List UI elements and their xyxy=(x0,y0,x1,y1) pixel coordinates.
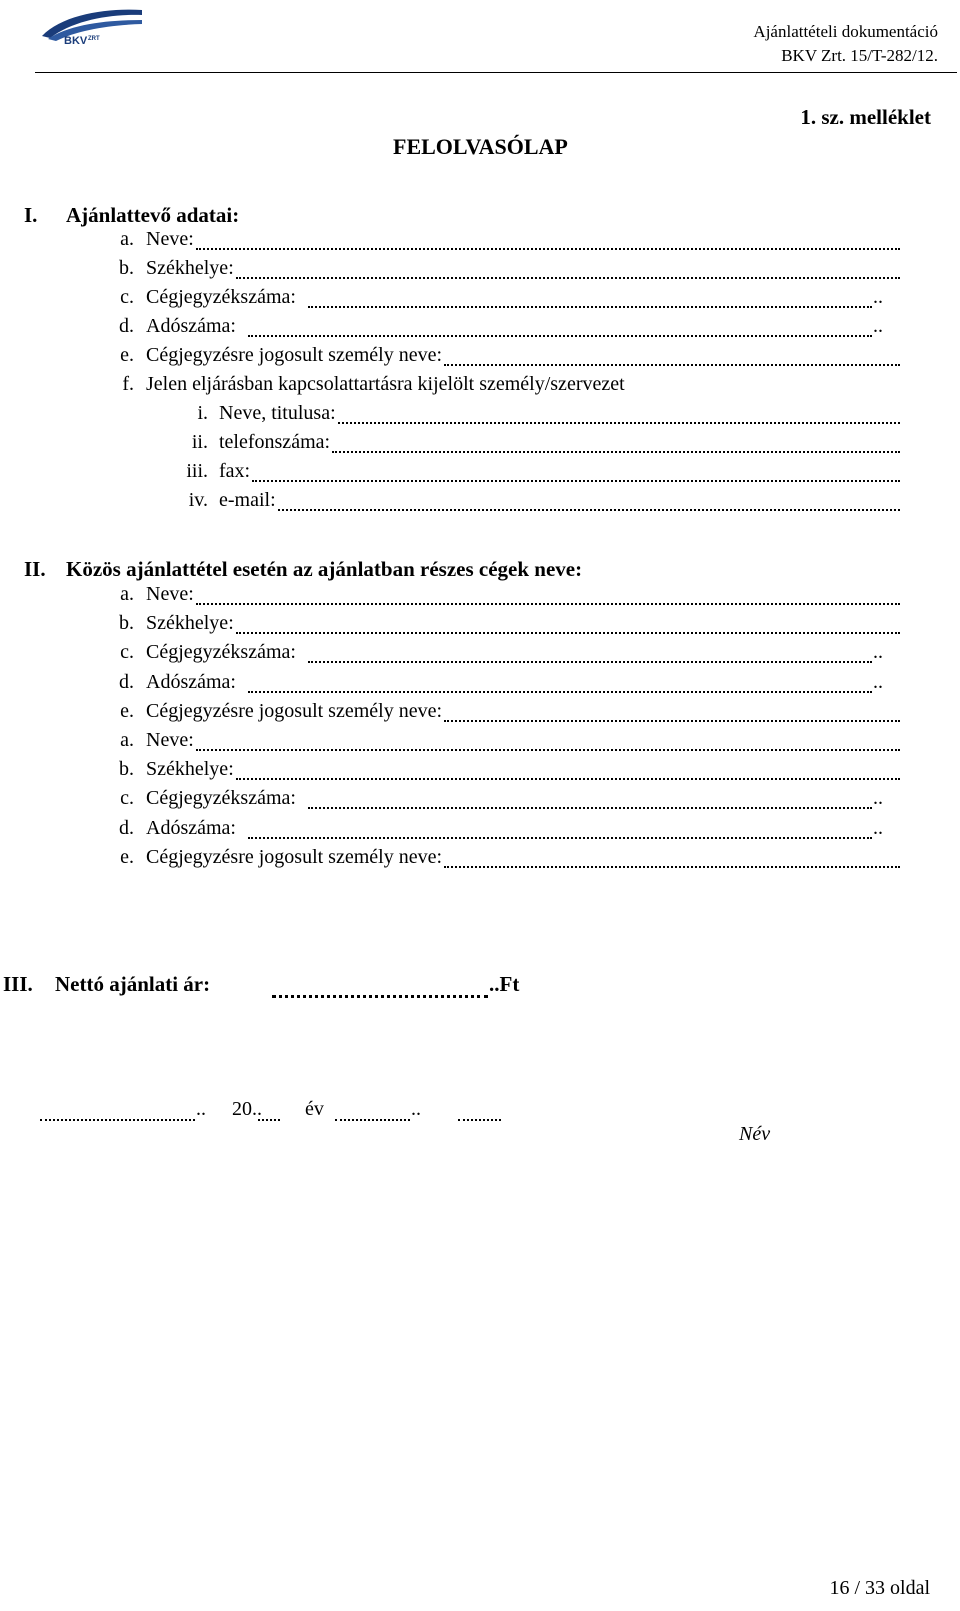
section2-item-7-label: Cégjegyzékszáma: xyxy=(146,787,296,810)
section1-item-2-label: Cégjegyzékszáma: xyxy=(146,286,296,308)
section1-subitem-3-fill-line xyxy=(278,509,900,511)
section1-item-2-fill-end: .. xyxy=(873,286,883,308)
date-month-end: .. xyxy=(411,1098,421,1120)
section1-subitem-1-fill-line xyxy=(332,451,900,453)
page-title: FELOLVASÓLAP xyxy=(393,134,568,159)
section2-item-5-marker: a. xyxy=(120,729,134,751)
signature-label: Név xyxy=(739,1123,771,1145)
section2-item-7-fill-end: .. xyxy=(873,787,883,810)
section2-item-0-fill-line xyxy=(196,603,900,605)
section1-item-1-fill-line xyxy=(236,277,900,279)
section2-item-8-marker: d. xyxy=(119,816,134,839)
section1-item-1-label: Székhelye: xyxy=(146,257,234,279)
annex-label: 1. sz. melléklet xyxy=(800,105,931,129)
section1-item-2-fill-line xyxy=(308,306,872,308)
section2-item-5-label: Neve: xyxy=(146,729,194,751)
section1-title: Ajánlattevő adatai: xyxy=(66,203,240,227)
section2-item-9-fill-line xyxy=(444,866,900,868)
doc-title: Ajánlattételi dokumentáció xyxy=(753,22,938,41)
date-year-line xyxy=(258,1119,280,1121)
section2-item-3-fill-end: .. xyxy=(873,670,883,693)
section1-number: I. xyxy=(24,203,38,227)
section2-item-9-marker: e. xyxy=(120,845,134,868)
section2-item-3-label: Adószáma: xyxy=(146,670,236,693)
section2-item-2-label: Cégjegyzékszáma: xyxy=(146,641,296,664)
section2-number: II. xyxy=(24,557,46,581)
section2-item-6-marker: b. xyxy=(119,758,134,781)
section2-item-6-label: Székhelye: xyxy=(146,758,234,781)
section1-subitem-0-fill-line xyxy=(338,422,900,424)
section1-item-0-fill-line xyxy=(196,248,900,250)
section1-subitem-1-label: telefonszáma: xyxy=(219,431,331,453)
section3-number: III. xyxy=(3,972,33,996)
section2-item-4-label: Cégjegyzésre jogosult személy neve: xyxy=(146,699,443,722)
section2-item-9-label: Cégjegyzésre jogosult személy neve: xyxy=(146,845,443,868)
section2-item-1-fill-line xyxy=(236,632,900,634)
section2-item-8-fill-line xyxy=(248,837,872,839)
section1-subitem-2-marker: iii. xyxy=(186,460,208,482)
section2-item-5-fill-line xyxy=(196,749,900,751)
section3-title: Nettó ajánlati ár: xyxy=(55,972,211,996)
section2-item-0-marker: a. xyxy=(120,583,134,605)
date-year: 20.. xyxy=(232,1098,262,1120)
section1-item-5-marker: f. xyxy=(122,373,134,395)
date-place-line xyxy=(40,1119,195,1121)
section1-item-3-fill-line xyxy=(248,335,872,337)
date-day-line xyxy=(458,1119,501,1121)
section1-item-3-marker: d. xyxy=(119,315,134,337)
section1-subitem-3-label: e-mail: xyxy=(219,489,276,511)
section1-item-4-label: Cégjegyzésre jogosult személy neve: xyxy=(146,344,443,366)
svg-text:ZRT: ZRT xyxy=(88,36,100,42)
section2-item-3-marker: d. xyxy=(119,670,134,693)
section1-subitem-3-marker: iv. xyxy=(188,489,208,511)
section1-item-4-fill-line xyxy=(444,364,900,366)
section1-item-4-marker: e. xyxy=(120,344,134,366)
section2-item-7-fill-line xyxy=(308,807,872,809)
section1-subitem-0-marker: i. xyxy=(197,402,208,424)
date-place-end: .. xyxy=(196,1098,206,1120)
section1-subitem-0-label: Neve, titulusa: xyxy=(219,402,336,424)
price-suffix: ..Ft xyxy=(489,972,520,996)
section1-item-1-marker: b. xyxy=(119,257,134,279)
section2-title: Közös ajánlattétel esetén az ajánlatban részes cégek neve: xyxy=(66,557,583,581)
header-divider xyxy=(35,72,957,73)
section2-item-0-label: Neve: xyxy=(146,583,194,605)
section1-item-3-fill-end: .. xyxy=(873,315,883,337)
section1-item-5-label: Jelen eljárásban kapcsolattartásra kijelölt személy/szervezet xyxy=(146,373,625,395)
section1-item-3-label: Adószáma: xyxy=(146,315,236,337)
section2-item-1-label: Székhelye: xyxy=(146,612,234,635)
section2-item-3-fill-line xyxy=(248,691,872,693)
section2-item-2-marker: c. xyxy=(120,641,134,664)
section1-subitem-2-label: fax: xyxy=(219,460,251,482)
section2-item-8-label: Adószáma: xyxy=(146,816,236,839)
section2-item-4-marker: e. xyxy=(120,699,134,722)
date-year-word: év xyxy=(305,1098,324,1120)
section1-item-0-marker: a. xyxy=(120,228,134,250)
logo-text: BKV xyxy=(64,35,88,46)
section2-item-6-fill-line xyxy=(236,778,900,780)
section2-item-2-fill-line xyxy=(308,661,872,663)
section2-item-4-fill-line xyxy=(444,720,900,722)
page-number: 16 / 33 oldal xyxy=(829,1577,930,1599)
doc-ref: BKV Zrt. 15/T-282/12. xyxy=(781,46,938,65)
section1-subitem-2-fill-line xyxy=(252,480,900,482)
section2-item-1-marker: b. xyxy=(119,612,134,635)
date-month-line xyxy=(335,1119,410,1121)
section1-item-2-marker: c. xyxy=(120,286,134,308)
section2-item-8-fill-end: .. xyxy=(873,816,883,839)
section1-item-0-label: Neve: xyxy=(146,228,194,250)
section1-subitem-1-marker: ii. xyxy=(191,431,208,453)
section2-item-7-marker: c. xyxy=(120,787,134,810)
price-fill-line xyxy=(272,995,488,998)
bkv-logo xyxy=(38,6,144,46)
section2-item-2-fill-end: .. xyxy=(873,641,883,664)
